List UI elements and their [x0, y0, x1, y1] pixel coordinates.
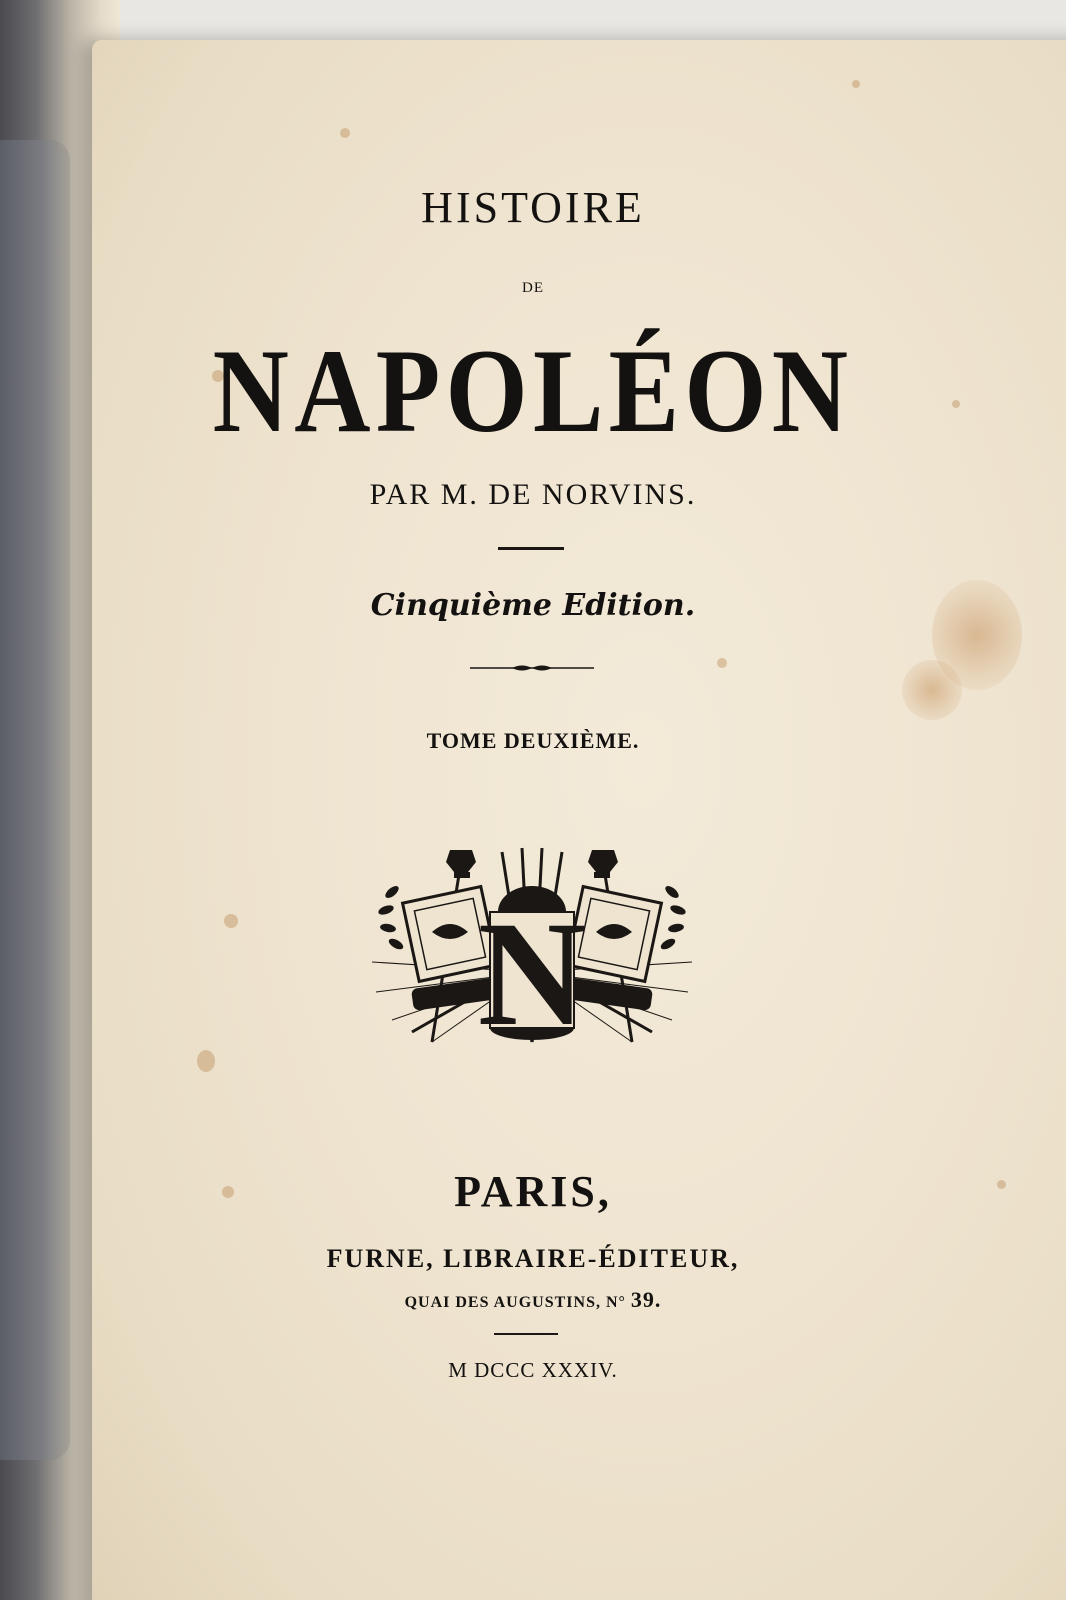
year-line: M DCCC XXXIV.	[448, 1358, 618, 1382]
address-number: 39.	[630, 1287, 662, 1312]
title-histoire: HISTOIRE	[421, 183, 645, 232]
publisher-line: FURNE, LIBRAIRE-ÉDITEUR,	[326, 1244, 740, 1273]
title-napoleon: NAPOLÉON	[212, 324, 854, 457]
title-de: DE	[522, 280, 544, 296]
ornamental-divider	[468, 662, 596, 674]
divider-rule	[498, 547, 564, 550]
imperial-trophy-emblem-icon	[372, 842, 692, 1062]
volume-line: TOME DEUXIÈME.	[426, 728, 640, 753]
edition-line: Cinquième Edition.	[370, 588, 696, 623]
address-text: QUAI DES AUGUSTINS, N°	[404, 1294, 631, 1311]
city-line: PARIS,	[454, 1167, 612, 1216]
divider-rule-bottom	[494, 1333, 558, 1335]
address-line	[0, 1287, 1066, 1313]
author-line: PAR M. DE NORVINS.	[369, 478, 697, 511]
emblem-monogram: N	[477, 891, 587, 1057]
